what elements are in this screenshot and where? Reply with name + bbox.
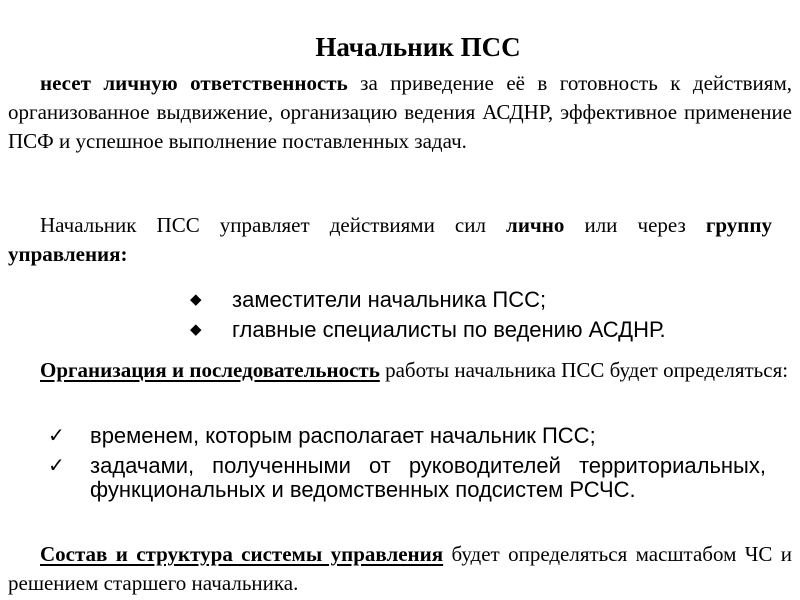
management-list <box>190 285 790 345</box>
structure-text: будет определяться масштабом ЧС и решением старшего начальника. <box>8 542 792 595</box>
list-item-text: временем, которым располагает начальник ПСС; <box>90 423 596 448</box>
structure-bold-underlined: Состав и структура системы управления <box>40 542 444 566</box>
management-text-c: или через <box>564 213 706 237</box>
list-item-text: главные специалисты по ведению АСДНР. <box>232 317 666 342</box>
paragraph-management <box>8 211 772 269</box>
organization-text: работы начальника ПСС будет определяться: <box>379 358 789 382</box>
organization-list <box>48 424 766 508</box>
page-title: Начальник ПСС <box>315 32 521 62</box>
management-bold-personally: лично <box>506 213 565 237</box>
list-item <box>48 454 766 502</box>
paragraph-responsibility <box>8 69 792 156</box>
list-item <box>48 424 766 448</box>
paragraph-structure <box>8 540 792 598</box>
list-item <box>190 315 790 345</box>
list-item-text: заместители начальника ПСС; <box>232 287 547 312</box>
list-item <box>190 285 790 315</box>
organization-bold-underlined: Организация и последовательность <box>40 358 380 382</box>
management-text-a: Начальник ПСС управляет действиями сил <box>40 213 507 237</box>
responsibility-bold: несет личную ответственность <box>40 71 348 95</box>
paragraph-organization <box>8 356 792 385</box>
management-bold-group: группу управления: <box>8 213 772 266</box>
responsibility-text: за приведение её в готовность к действиям, организованное выдвижение, организацию ведения АСДНР, эффективное применение ПСФ и успешное выполнение поставленных задач. <box>8 71 792 153</box>
diamond-bullet-icon: ◆ <box>190 291 202 308</box>
checkmark-icon: ✓ <box>48 425 65 447</box>
diamond-bullet-icon: ◆ <box>190 321 202 338</box>
checkmark-icon: ✓ <box>48 455 65 477</box>
list-item-text: задачами, полученными от руководителей территориальных, функциональных и ведомственных подсистем РСЧС. <box>90 453 766 502</box>
